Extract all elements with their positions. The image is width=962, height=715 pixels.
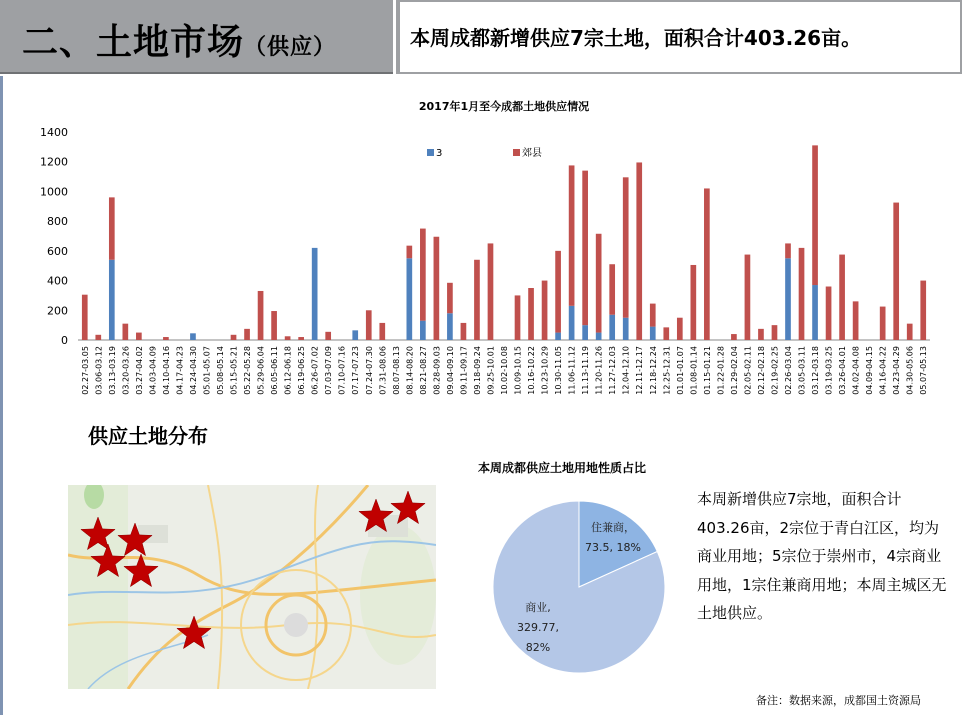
y-tick-label: 1400 bbox=[40, 126, 68, 139]
bar-series-3 bbox=[582, 325, 588, 340]
page-title: 二、土地市场 bbox=[22, 22, 245, 63]
bar-series-suburban bbox=[95, 335, 101, 340]
bar-series-suburban bbox=[623, 177, 629, 317]
x-tick-label: 12.18-12.24 bbox=[648, 346, 658, 395]
bar-series-suburban bbox=[285, 336, 291, 340]
x-tick-label: 05.01-05.07 bbox=[202, 346, 212, 395]
x-tick-label: 04.24-04.30 bbox=[188, 346, 198, 395]
bar-series-suburban bbox=[826, 287, 832, 340]
legend-label: 郊县 bbox=[522, 148, 542, 159]
x-tick-label: 06.12-06.18 bbox=[283, 346, 293, 395]
x-tick-label: 03.13-03.19 bbox=[107, 346, 117, 395]
bar-series-suburban bbox=[596, 234, 602, 333]
x-tick-label: 11.13-11.19 bbox=[581, 346, 591, 395]
x-tick-label: 10.16-10.22 bbox=[527, 346, 537, 395]
x-tick-label: 09.04-09.10 bbox=[445, 346, 455, 395]
bar-series-suburban bbox=[582, 171, 588, 326]
pie-title: 本周成都供应土地用地性质占比 bbox=[478, 461, 647, 475]
x-tick-label: 08.21-08.27 bbox=[418, 346, 428, 395]
x-tick-label: 12.25-12.31 bbox=[662, 346, 672, 395]
pie-data-label: 商业, bbox=[525, 601, 551, 614]
bar-series-suburban bbox=[258, 291, 264, 340]
land-use-pie-chart bbox=[480, 495, 680, 675]
summary-text: 本周新增供应7宗地，面积合计403.26亩，2宗位于青白江区，均为商业用地；5宗位于崇州市，4宗商业用地，1宗住兼商用地；本周主城区无土地供应。 bbox=[697, 490, 947, 622]
bar-series-3 bbox=[406, 258, 412, 340]
bar-series-suburban bbox=[609, 264, 615, 315]
bar-series-suburban bbox=[163, 337, 169, 340]
x-tick-label: 02.05-02.11 bbox=[743, 346, 753, 395]
bar-series-suburban bbox=[839, 255, 845, 340]
source-footnote: 备注：数据来源，成都国土资源局 bbox=[756, 694, 921, 707]
bar-series-3 bbox=[447, 313, 453, 340]
x-tick-label: 03.26-04.01 bbox=[838, 346, 848, 395]
x-tick-label: 04.09-04.15 bbox=[865, 346, 875, 395]
x-tick-label: 03.05-03.11 bbox=[797, 346, 807, 395]
x-tick-label: 07.31-08.06 bbox=[378, 346, 388, 395]
star-icon bbox=[359, 499, 393, 532]
bar-series-suburban bbox=[461, 323, 467, 340]
y-tick-label: 1000 bbox=[40, 185, 68, 199]
x-tick-label: 06.26-07.02 bbox=[310, 346, 320, 395]
x-tick-label: 03.06-03.12 bbox=[94, 346, 104, 395]
x-tick-label: 04.02-04.08 bbox=[851, 346, 861, 395]
headline-panel bbox=[396, 0, 962, 74]
x-tick-label: 05.22-05.28 bbox=[243, 346, 253, 395]
bar-series-suburban bbox=[434, 237, 440, 340]
bar-series-suburban bbox=[406, 246, 412, 259]
bar-series-suburban bbox=[542, 281, 548, 340]
y-tick-label: 200 bbox=[47, 304, 68, 318]
bar-series-suburban bbox=[271, 311, 277, 340]
legend-swatch bbox=[427, 149, 434, 156]
x-tick-label: 01.15-01.21 bbox=[702, 346, 712, 395]
x-tick-label: 06.05-06.11 bbox=[270, 346, 280, 395]
bar-series-suburban bbox=[122, 324, 128, 340]
x-tick-label: 04.03-04.09 bbox=[148, 346, 158, 395]
x-tick-label: 09.18-09.24 bbox=[472, 346, 482, 395]
x-tick-label: 04.16-04.22 bbox=[878, 346, 888, 395]
star-icon bbox=[124, 554, 158, 587]
headline-text: 本周成都新增供应7宗土地，面积合计403.26亩。 bbox=[410, 26, 862, 50]
page-subtitle: （供应） bbox=[244, 35, 337, 60]
x-tick-label: 10.09-10.15 bbox=[513, 346, 523, 395]
x-tick-label: 11.27-12.03 bbox=[608, 346, 618, 395]
bar-series-suburban bbox=[298, 337, 304, 340]
x-tick-label: 11.06-11.12 bbox=[567, 346, 577, 395]
map-markers bbox=[68, 485, 436, 689]
bar-series-suburban bbox=[704, 188, 710, 340]
x-tick-label: 06.19-06.25 bbox=[297, 346, 307, 395]
bar-series-suburban bbox=[893, 203, 899, 340]
pie-data-label: 73.5, 18% bbox=[585, 541, 641, 554]
bar-series-suburban bbox=[785, 243, 791, 258]
x-tick-label: 10.30-11.05 bbox=[554, 346, 564, 395]
bar-series-suburban bbox=[528, 288, 534, 340]
chart-title: 2017年1月至今成都土地供应情况 bbox=[418, 100, 590, 113]
header-title-panel bbox=[0, 0, 393, 74]
bar-series-suburban bbox=[515, 295, 521, 340]
bar-series-suburban bbox=[772, 325, 778, 340]
x-tick-label: 01.22-01.28 bbox=[716, 346, 726, 395]
x-tick-label: 11.20-11.26 bbox=[594, 346, 604, 395]
x-tick-label: 02.27-03.05 bbox=[80, 346, 90, 395]
x-tick-label: 02.26-03.04 bbox=[784, 346, 793, 395]
y-tick-label: 400 bbox=[47, 274, 68, 288]
bar-series-suburban bbox=[799, 248, 805, 340]
bar-series-suburban bbox=[555, 251, 561, 333]
bar-series-suburban bbox=[690, 265, 696, 340]
star-icon bbox=[391, 491, 425, 524]
x-tick-label: 01.01-01.07 bbox=[675, 346, 685, 395]
x-tick-label: 08.28-09.03 bbox=[432, 346, 442, 395]
bar-series-3 bbox=[623, 318, 629, 340]
legend-swatch bbox=[513, 149, 520, 156]
bar-series-suburban bbox=[569, 165, 575, 305]
bar-series-3 bbox=[352, 330, 358, 340]
bar-series-suburban bbox=[325, 332, 331, 340]
bar-series-suburban bbox=[880, 307, 886, 340]
bar-series-suburban bbox=[366, 310, 372, 340]
bar-series-3 bbox=[596, 333, 602, 340]
star-icon bbox=[177, 616, 211, 649]
bar-series-suburban bbox=[920, 281, 926, 340]
x-tick-label: 05.29-06.04 bbox=[256, 346, 266, 395]
x-tick-label: 01.08-01.14 bbox=[689, 346, 699, 395]
x-tick-label: 04.23-04.29 bbox=[892, 346, 902, 395]
bar-series-suburban bbox=[244, 329, 250, 340]
x-tick-label: 08.14-08.20 bbox=[405, 346, 415, 395]
pie-data-label: 329.77, bbox=[517, 621, 559, 634]
x-tick-label: 03.12-03.18 bbox=[811, 346, 821, 395]
star-icon bbox=[91, 544, 125, 577]
pie-data-label: 住兼商， bbox=[591, 521, 635, 534]
pie-data-label: 82% bbox=[525, 641, 551, 654]
bar-series-suburban bbox=[82, 295, 88, 340]
x-tick-label: 02.19-02.25 bbox=[770, 346, 780, 395]
x-tick-label: 07.03-07.09 bbox=[324, 346, 334, 395]
land-distribution-map bbox=[68, 485, 436, 689]
bar-series-suburban bbox=[907, 324, 913, 340]
bar-series-3 bbox=[785, 258, 791, 340]
y-tick-label: 800 bbox=[47, 215, 68, 229]
x-tick-label: 04.30-05.06 bbox=[905, 346, 915, 395]
bar-series-suburban bbox=[663, 327, 669, 340]
x-tick-label: 07.17-07.23 bbox=[351, 346, 361, 395]
x-tick-label: 05.15-05.21 bbox=[229, 346, 239, 395]
x-tick-label: 07.10-07.16 bbox=[337, 346, 347, 395]
bar-series-3 bbox=[109, 260, 115, 340]
bar-series-3 bbox=[569, 306, 575, 340]
bar-series-suburban bbox=[636, 162, 642, 340]
star-icon bbox=[81, 517, 115, 550]
bar-series-suburban bbox=[745, 255, 751, 340]
x-tick-label: 04.10-04.16 bbox=[161, 346, 171, 395]
x-tick-label: 12.11-12.17 bbox=[635, 346, 645, 395]
x-tick-label: 03.19-03.25 bbox=[824, 346, 834, 395]
x-tick-label: 05.08-05.14 bbox=[216, 346, 225, 395]
bar-series-suburban bbox=[231, 335, 237, 340]
x-tick-label: 10.23-10.29 bbox=[540, 346, 550, 395]
x-tick-label: 04.17-04.23 bbox=[175, 346, 185, 395]
bar-series-suburban bbox=[758, 329, 764, 340]
x-tick-label: 10.02-10.08 bbox=[500, 346, 509, 395]
x-tick-label: 01.29-02.04 bbox=[729, 346, 739, 395]
bar-series-suburban bbox=[447, 283, 453, 313]
x-tick-label: 03.20-03.26 bbox=[121, 346, 131, 395]
bar-series-suburban bbox=[136, 333, 142, 340]
bar-series-suburban bbox=[812, 145, 818, 285]
x-tick-label: 03.27-04.02 bbox=[134, 346, 144, 395]
supply-bar-chart bbox=[0, 90, 962, 415]
x-tick-label: 08.07-08.13 bbox=[391, 346, 401, 395]
bar-series-3 bbox=[650, 327, 656, 340]
y-tick-label: 600 bbox=[47, 244, 68, 258]
bar-series-suburban bbox=[731, 334, 737, 340]
bar-series-suburban bbox=[109, 197, 115, 259]
y-tick-label: 1200 bbox=[40, 155, 68, 169]
x-tick-label: 09.11-09.17 bbox=[459, 346, 469, 395]
bar-series-3 bbox=[812, 285, 818, 340]
legend-label: 3 bbox=[436, 148, 443, 159]
bar-series-3 bbox=[609, 315, 615, 340]
bar-series-suburban bbox=[488, 243, 494, 340]
bar-series-3 bbox=[555, 333, 561, 340]
bar-series-suburban bbox=[853, 301, 859, 340]
bar-series-suburban bbox=[420, 229, 426, 321]
bar-series-suburban bbox=[474, 260, 480, 340]
bar-series-3 bbox=[190, 333, 196, 340]
x-tick-label: 02.12-02.18 bbox=[756, 346, 766, 395]
bar-series-suburban bbox=[379, 323, 385, 340]
bar-series-suburban bbox=[677, 318, 683, 340]
x-tick-label: 07.24-07.30 bbox=[364, 346, 374, 395]
x-tick-label: 12.04-12.10 bbox=[621, 346, 631, 395]
star-icon bbox=[118, 523, 152, 556]
x-tick-label: 05.07-05.13 bbox=[919, 346, 929, 395]
bar-series-3 bbox=[312, 248, 318, 340]
bar-series-suburban bbox=[650, 304, 656, 327]
bar-series-3 bbox=[420, 321, 426, 340]
x-tick-label: 09.25-10.01 bbox=[486, 346, 496, 395]
section-title: 供应土地分布 bbox=[88, 424, 208, 448]
y-tick-label: 0 bbox=[61, 334, 68, 347]
